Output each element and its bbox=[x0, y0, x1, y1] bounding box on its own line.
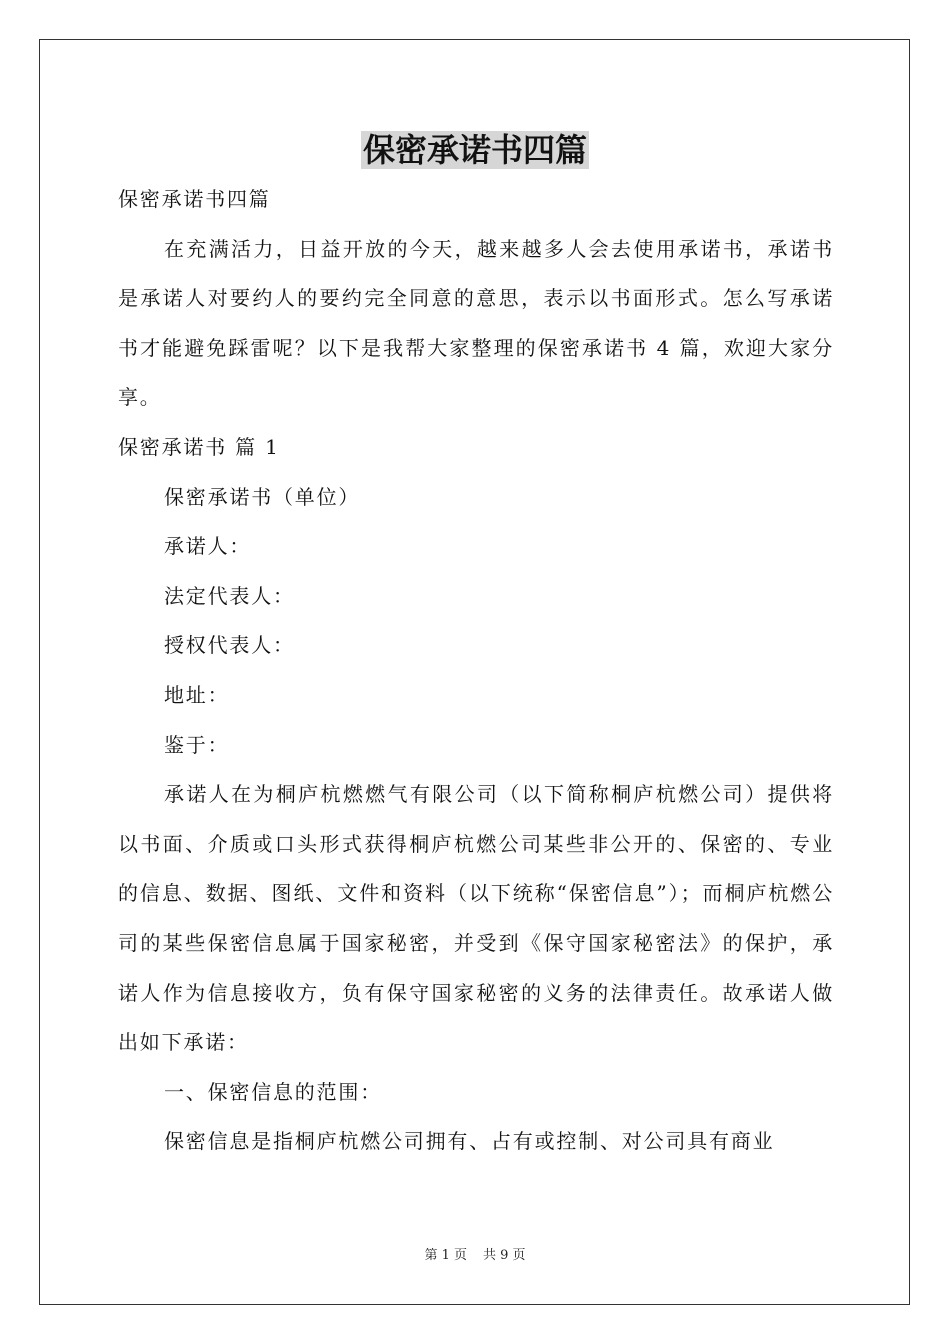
page-total: 共 9 页 bbox=[483, 1248, 526, 1263]
document-title-text: 保密承诺书四篇 bbox=[362, 131, 587, 169]
field-legal-representative: 法定代表人： bbox=[164, 583, 295, 608]
intro-paragraph: 在充满活力，日益开放的今天，越来越多人会去使用承诺书，承诺书是承诺人对要约人的要约完全同意的意思，表示以书面形式。怎么写承诺书才能避免踩雷呢？以下是我帮大家整理的保密承诺书 4 篇，欢迎大家分享。 bbox=[118, 236, 834, 410]
document-heading: 保密承诺书四篇 bbox=[118, 187, 271, 211]
document-body bbox=[118, 175, 834, 1167]
page-footer bbox=[0, 1246, 950, 1266]
field-authorized-representative: 授权代表人： bbox=[164, 633, 295, 658]
whereas-label: 鉴于： bbox=[164, 732, 230, 757]
field-address: 地址： bbox=[164, 682, 230, 707]
page-number: 第 1 页 bbox=[424, 1248, 467, 1263]
scope-text: 保密信息是指桐庐杭燃公司拥有、占有或控制、对公司具有商业 bbox=[164, 1129, 775, 1154]
unit-title: 保密承诺书（单位） bbox=[164, 484, 361, 509]
section-heading: 保密承诺书 篇 1 bbox=[118, 434, 280, 459]
document-title bbox=[0, 128, 950, 172]
scope-heading: 一、保密信息的范围： bbox=[164, 1079, 382, 1104]
main-paragraph: 承诺人在为桐庐杭燃燃气有限公司（以下简称桐庐杭燃公司）提供将以书面、介质或口头形式获得桐庐杭燃公司某些非公开的、保密的、专业的信息、数据、图纸、文件和资料（以下统称“保密信息”）；而桐庐杭燃公司的某些保密信息属于国家秘密，并受到《保守国家秘密法》的保护，承诺人作为信息接收方，负有保守国家秘密的义务的法律责任。故承诺人做出如下承诺： bbox=[118, 782, 834, 1055]
field-promisor: 承诺人： bbox=[164, 534, 252, 559]
